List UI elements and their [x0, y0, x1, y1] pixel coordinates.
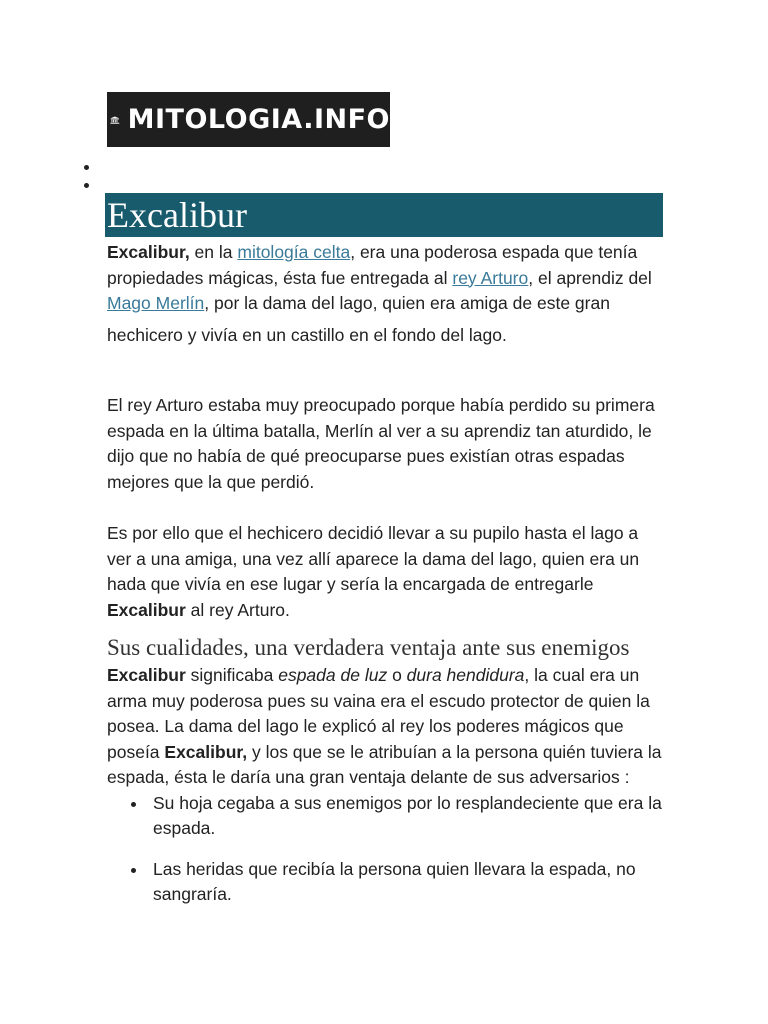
intro-paragraph-end: hechicero y vivía en un castillo en el fondo del lago. — [107, 324, 507, 345]
bold-text: Excalibur — [107, 599, 186, 620]
paragraph-2: El rey Arturo estaba muy preocupado porque había perdido su primera espada en la última batalla, Merlín al ver a su aprendiz tan aturdido, le dijo que no había de qué preocuparse pues existían otras espadas mejores que la que perdió. — [107, 395, 655, 492]
paragraph-4 — [107, 663, 667, 791]
article-body — [107, 240, 667, 923]
link-mitologia-celta[interactable]: mitología celta — [237, 242, 351, 262]
logo-text: MITOLOGIA.INFO — [127, 104, 390, 135]
text: , la cual era un arma muy poderosa pues su vaina era el escudo protector de quien la posea. La dama del lago le explicó al rey los poderes mágicos que poseía — [107, 665, 650, 762]
section-heading: Sus cualidades, una verdadera ventaja ante sus enemigos — [107, 635, 630, 660]
site-logo[interactable] — [107, 92, 390, 147]
text: , era una poderosa espada que tenía propiedades mágicas, ésta fue entregada al — [107, 242, 638, 288]
italic-text: dura hendidura — [406, 665, 525, 685]
paragraph-3 — [107, 521, 667, 623]
text: y los que se le atribuían a la persona quién tuviera la espada, ésta le daría una gran ventaja delante de sus adversarios : — [107, 741, 662, 787]
list-item: Su hoja cegaba a sus enemigos por lo resplandeciente que era la espada. — [153, 791, 667, 842]
title-bar — [105, 193, 663, 237]
text: , por la dama del lago, quien era amiga de este gran — [204, 293, 610, 313]
text: al rey Arturo. — [185, 599, 290, 620]
link-rey-arturo[interactable]: rey Arturo — [452, 267, 529, 288]
italic-text: espada de luz — [278, 665, 388, 685]
text: o — [387, 665, 407, 685]
bold-text: Excalibur, — [164, 741, 248, 762]
page-title: Excalibur — [107, 195, 247, 235]
text: en la — [189, 242, 238, 262]
list-item: Las heridas que recibía la persona quien llevara la espada, no sangraría. — [153, 857, 667, 908]
intro-paragraph — [107, 240, 667, 317]
bold-text: Excalibur — [107, 665, 186, 685]
text: Es por ello que el hechicero decidió llevar a su pupilo hasta el lago a ver a una amiga, una vez allí aparece la dama del lago, quien era un hada que vivía en ese lugar y sería la encargada de entregarle — [107, 523, 640, 594]
bold-text: Excalibur, — [107, 242, 190, 262]
text: , el aprendiz del — [528, 267, 652, 288]
qualities-list — [107, 791, 667, 908]
temple-icon — [110, 99, 120, 141]
text: significaba — [185, 665, 279, 685]
link-mago-merlin[interactable]: Mago Merlín — [107, 293, 205, 313]
